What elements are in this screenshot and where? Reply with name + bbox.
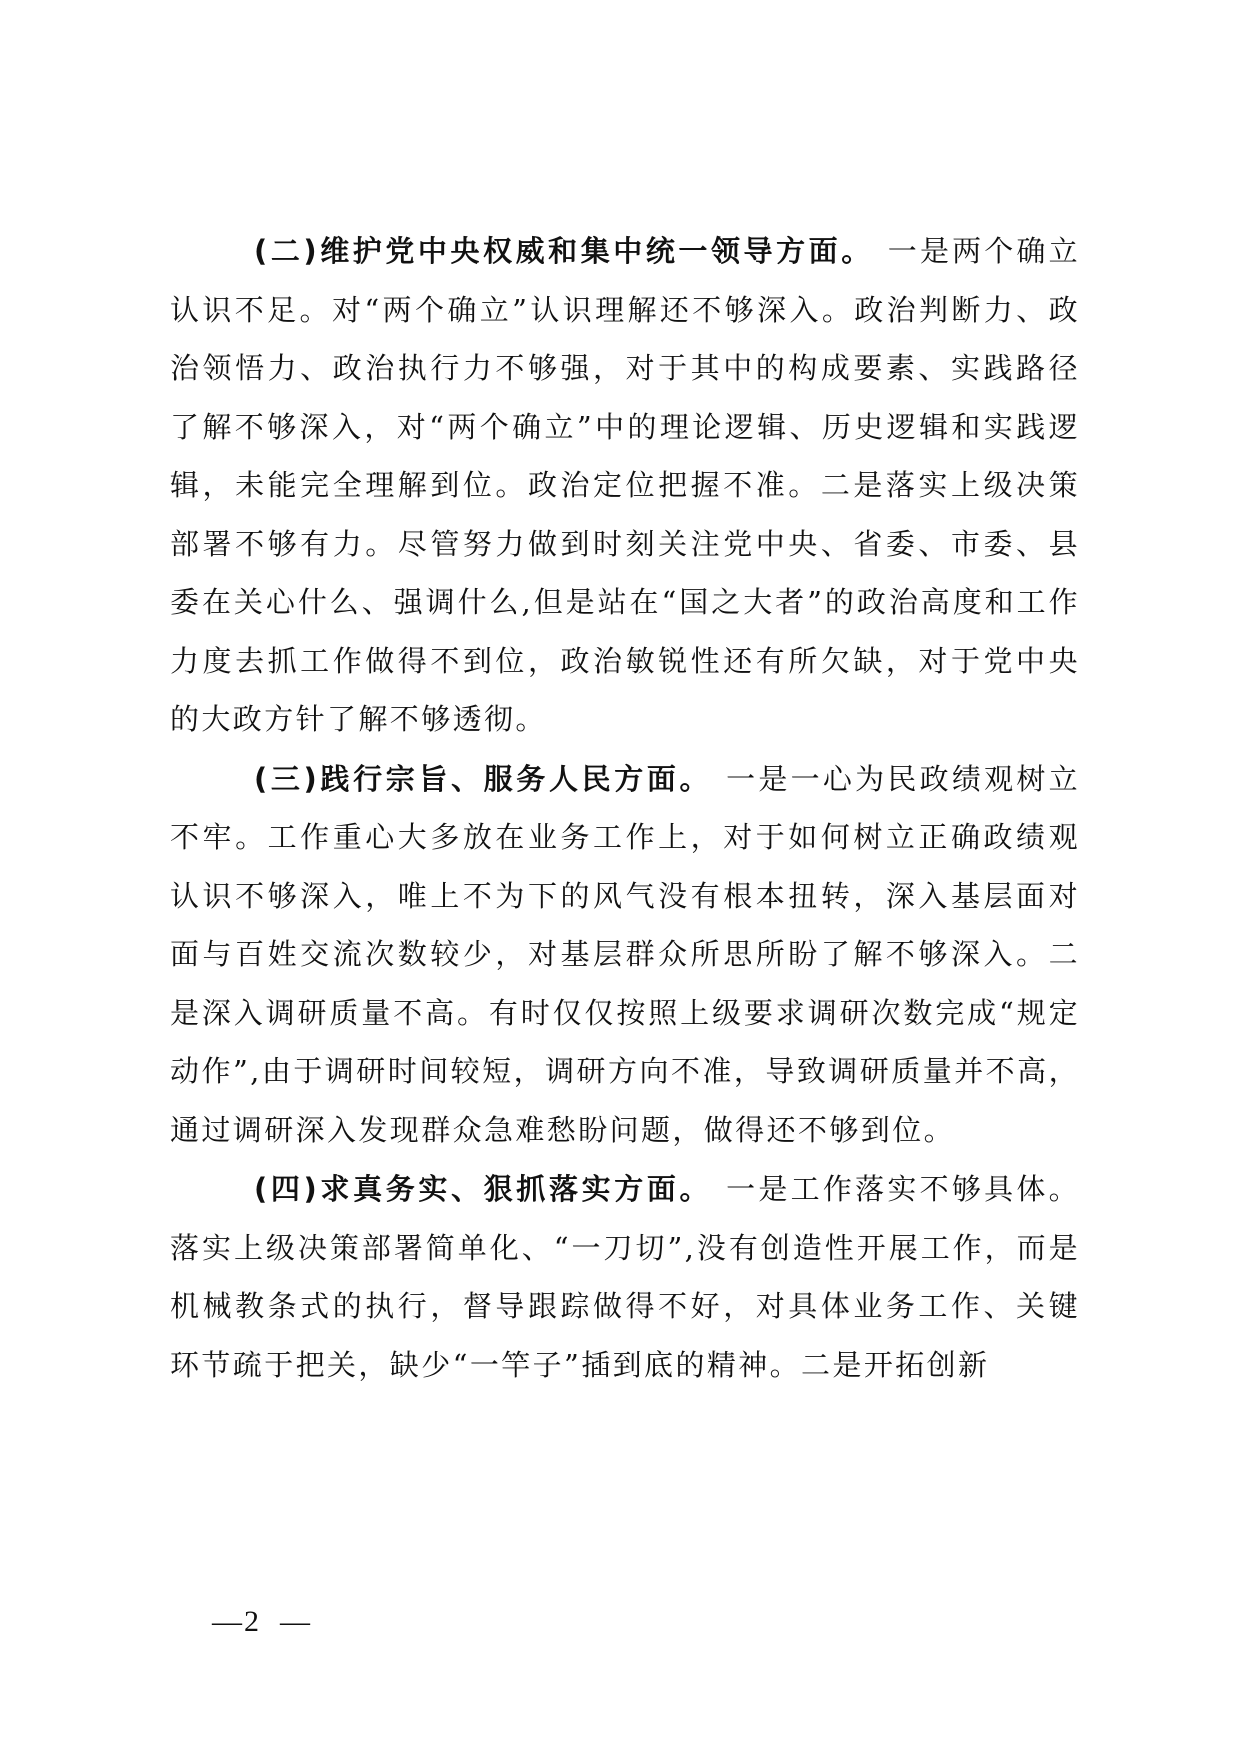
paragraph-section-3: [170, 750, 1080, 1160]
paragraph-section-4: [170, 1160, 1080, 1394]
document-body: [170, 222, 1080, 1395]
section-heading: (三)践行宗旨、服务人民方面。: [254, 761, 713, 796]
paragraph-text: 一是一心为民政绩观树立不牢。工作重心大多放在业务工作上，对于如何树立正确政绩观认识不够深入，唯上不为下的风气没有根本扭转，深入基层面对面与百姓交流次数较少，对基层群众所思所盼了解不够深入。二是深入调研质量不高。有时仅仅按照上级要求调研次数完成“规定动作”,由于调研时间较短，调研方向不准，导致调研质量并不高，通过调研深入发现群众急难愁盼问题，做得还不够到位。: [170, 761, 1080, 1147]
paragraph-section-2: [170, 222, 1080, 749]
section-heading: (四)求真务实、狠抓落实方面。: [254, 1172, 713, 1206]
section-heading: (二)维护党中央权威和集中统一领导方面。: [254, 234, 874, 268]
paragraph-text: 一是工作落实不够具体。落实上级决策部署简单化、“一刀切”,没有创造性开展工作，而是机械教条式的执行，督导跟踪做得不好，对具体业务工作、关键环节疏于把关，缺少“一竿子”插到底的精神。二是开拓创新: [170, 1172, 1080, 1382]
paragraph-text: 一是两个确立认识不足。对“两个确立”认识理解还不够深入。政治判断力、政治领悟力、政治执行力不够强，对于其中的构成要素、实践路径了解不够深入，对“两个确立”中的理论逻辑、历史逻辑和实践逻辑，未能完全理解到位。政治定位把握不准。二是落实上级决策部署不够有力。尽管努力做到时刻关注党中央、省委、市委、县委在关心什么、强调什么,但是站在“国之大者”的政治高度和工作力度去抓工作做得不到位，政治敏锐性还有所欠缺，对于党中央的大政方针了解不够透彻。: [170, 234, 1080, 736]
page-number: —2 —: [212, 1605, 312, 1638]
